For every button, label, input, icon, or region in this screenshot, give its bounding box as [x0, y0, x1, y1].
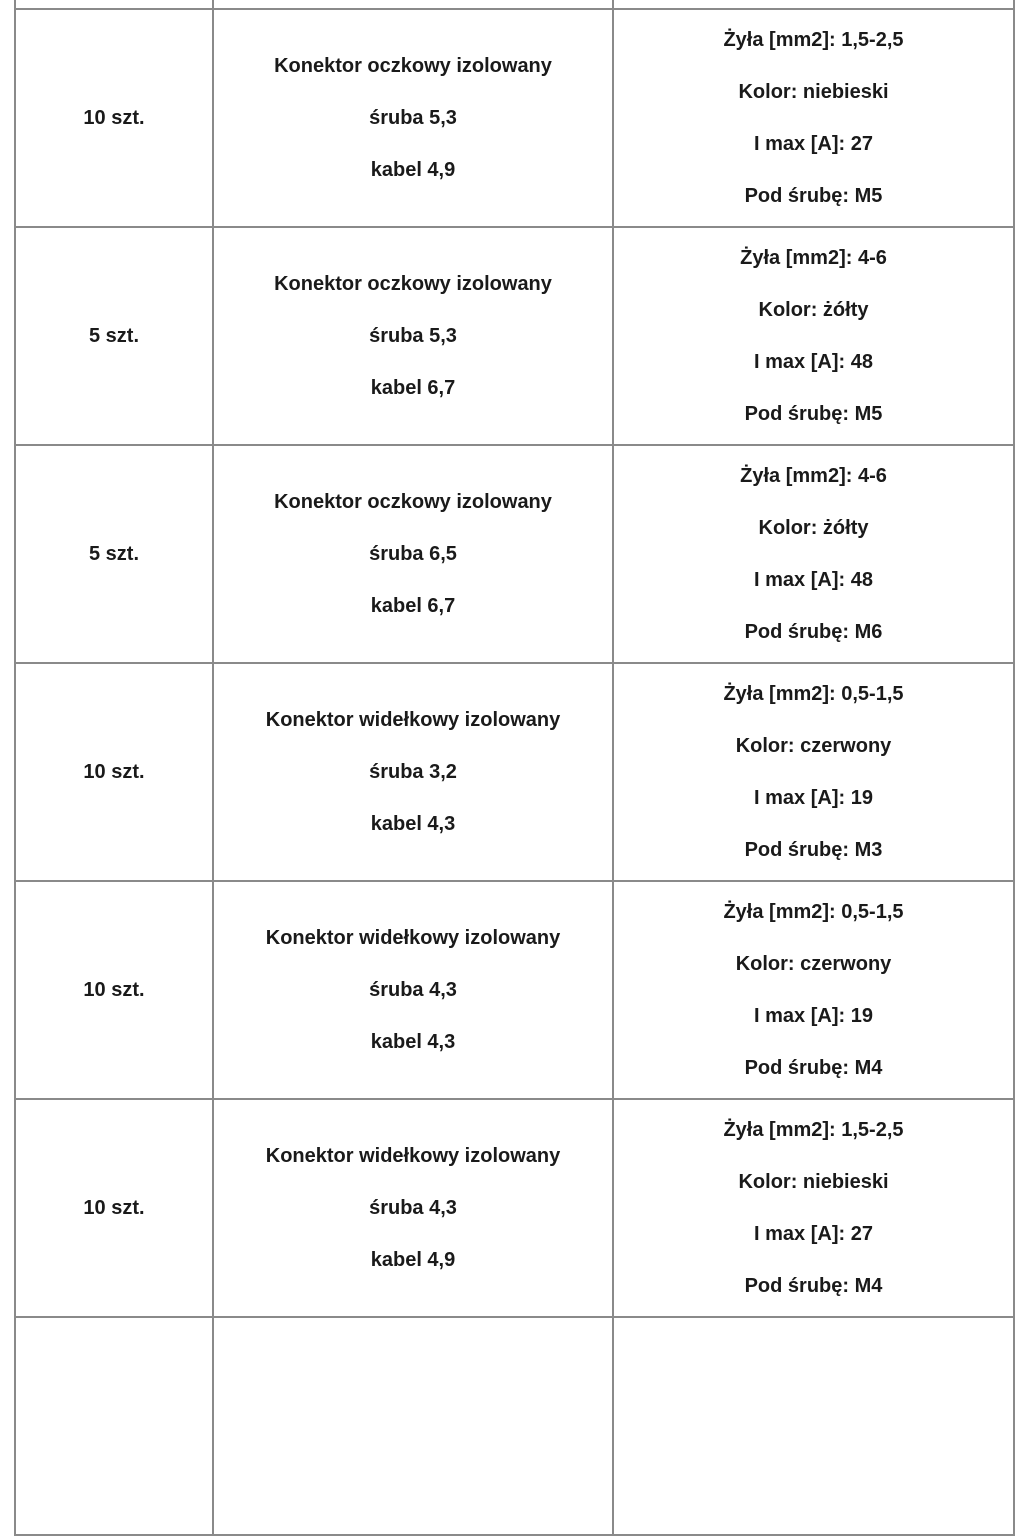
product-name-cell	[213, 0, 613, 9]
spec-line: Kolor: żółty	[758, 517, 869, 539]
spec-line: Kolor: żółty	[758, 299, 869, 321]
quantity-text: 10 szt.	[83, 761, 145, 783]
product-name-cell	[213, 1099, 613, 1317]
spec-line: Pod śrubę: M4	[744, 1275, 883, 1297]
quantity-cell	[15, 881, 213, 1099]
table-row	[15, 1317, 1014, 1535]
product-name-cell	[213, 881, 613, 1099]
product-dimension: kabel 4,3	[370, 1031, 456, 1053]
product-dimension: kabel 6,7	[370, 377, 456, 399]
specification-cell	[613, 881, 1014, 1099]
specification-cell	[613, 9, 1014, 227]
product-dimension: śruba 4,3	[369, 1197, 457, 1219]
spec-line: Pod śrubę: M3	[744, 839, 883, 861]
product-name: Konektor oczkowy izolowany	[274, 491, 552, 513]
spec-line: Żyła [mm2]: 0,5-1,5	[723, 683, 904, 705]
spec-line: Kolor: czerwony	[735, 953, 892, 975]
spec-line: I max [A]: 48	[754, 351, 873, 373]
product-dimension: śruba 3,2	[369, 761, 457, 783]
product-name: Konektor widełkowy izolowany	[265, 927, 561, 949]
product-dimension: śruba 5,3	[369, 107, 457, 129]
connector-spec-table	[14, 0, 1015, 1536]
quantity-cell	[15, 0, 213, 9]
table-row	[15, 0, 1014, 9]
specification-cell	[613, 0, 1014, 9]
spec-line: Żyła [mm2]: 0,5-1,5	[723, 901, 904, 923]
spec-line: Kolor: niebieski	[738, 1171, 889, 1193]
product-name-cell	[213, 9, 613, 227]
spec-line: Pod śrubę: M4	[744, 1057, 883, 1079]
product-table-container	[14, 0, 1013, 1536]
spec-line: Żyła [mm2]: 4-6	[740, 247, 887, 269]
product-dimension: śruba 5,3	[369, 325, 457, 347]
spec-line: Żyła [mm2]: 4-6	[740, 465, 887, 487]
spec-line: Pod śrubę: M5	[744, 403, 883, 425]
spec-line: I max [A]: 48	[754, 569, 873, 591]
quantity-text: 10 szt.	[83, 107, 145, 129]
product-name: Konektor oczkowy izolowany	[274, 55, 552, 77]
product-name-cell	[213, 227, 613, 445]
product-name: Konektor widełkowy izolowany	[265, 709, 561, 731]
spec-line: Pod śrubę: M5	[744, 185, 883, 207]
product-dimension: kabel 4,9	[370, 1249, 456, 1271]
quantity-cell	[15, 227, 213, 445]
product-name: Konektor oczkowy izolowany	[274, 273, 552, 295]
table-row	[15, 9, 1014, 227]
spec-line: Pod śrubę: M6	[744, 621, 883, 643]
quantity-cell	[15, 1099, 213, 1317]
product-dimension: kabel 4,9	[370, 159, 456, 181]
spec-line: Żyła [mm2]: 1,5-2,5	[723, 1119, 904, 1141]
product-name: Konektor widełkowy izolowany	[265, 1145, 561, 1167]
table-row	[15, 663, 1014, 881]
product-name-cell	[213, 663, 613, 881]
spec-line: I max [A]: 19	[754, 787, 873, 809]
table-body	[15, 0, 1014, 1535]
table-row	[15, 1099, 1014, 1317]
specification-cell	[613, 227, 1014, 445]
specification-cell	[613, 1317, 1014, 1535]
specification-cell	[613, 445, 1014, 663]
spec-line: Kolor: czerwony	[735, 735, 892, 757]
specification-cell	[613, 1099, 1014, 1317]
quantity-cell	[15, 663, 213, 881]
product-dimension: śruba 4,3	[369, 979, 457, 1001]
product-dimension: śruba 6,5	[369, 543, 457, 565]
product-dimension: kabel 6,7	[370, 595, 456, 617]
product-name-cell	[213, 1317, 613, 1535]
spec-line: I max [A]: 19	[754, 1005, 873, 1027]
table-row	[15, 227, 1014, 445]
table-row	[15, 445, 1014, 663]
specification-cell	[613, 663, 1014, 881]
quantity-text: 5 szt.	[88, 543, 140, 565]
quantity-text: 10 szt.	[83, 1197, 145, 1219]
quantity-cell	[15, 1317, 213, 1535]
spec-line: I max [A]: 27	[754, 1223, 873, 1245]
quantity-text: 5 szt.	[88, 325, 140, 347]
spec-line: Kolor: niebieski	[738, 81, 889, 103]
product-dimension: kabel 4,3	[370, 813, 456, 835]
quantity-text: 10 szt.	[83, 979, 145, 1001]
spec-line: I max [A]: 27	[754, 133, 873, 155]
table-row	[15, 881, 1014, 1099]
product-name-cell	[213, 445, 613, 663]
quantity-cell	[15, 9, 213, 227]
spec-line: Żyła [mm2]: 1,5-2,5	[723, 29, 904, 51]
quantity-cell	[15, 445, 213, 663]
